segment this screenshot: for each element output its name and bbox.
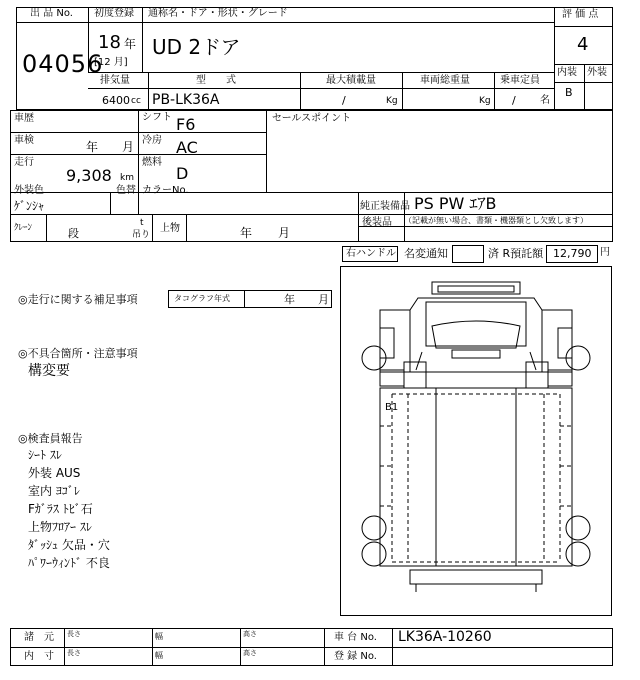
inspection-label: 車検 (14, 135, 34, 146)
report-line: Fｶﾞﾗｽ ﾄﾋﾞ石 (28, 502, 93, 516)
inspection-month-unit: 月 (122, 140, 135, 154)
body-month-unit: 月 (278, 226, 291, 240)
first-reg-label: 初度登録 (94, 8, 134, 19)
max-load-label: 最大積載量 (326, 75, 376, 86)
reg-year: 18 (98, 32, 121, 53)
history-label: 車歴 (14, 113, 34, 124)
aftermarket-note: （記載が無い場合、書類・機器類とし欠致します） (404, 216, 588, 225)
max-load-unit: Kg (386, 96, 398, 106)
reg-month: [12 月] (94, 57, 128, 68)
report-line: ﾊﾟﾜｰｳｨﾝﾄﾞ 不良 (28, 556, 110, 570)
ac-value: AC (176, 138, 198, 157)
interior-length-label: 長さ (67, 649, 81, 657)
capacity-label: 乗車定員 (500, 75, 540, 86)
interior-grade: B (565, 86, 573, 99)
name-change-box (452, 245, 484, 263)
damage-mark-b1: B1 (385, 402, 399, 413)
lot-label: 出 品 No. (30, 8, 73, 19)
score-label: 評 価 点 (562, 9, 599, 20)
ac-label: 冷房 (142, 135, 162, 146)
mileage-label: 走行 (14, 157, 34, 168)
lot-number: 04056 (22, 50, 104, 78)
body-year-unit: 年 (240, 226, 253, 240)
defect-label: ◎不具合箇所・注意事項 (18, 347, 138, 360)
model-label: 通称名・ドア・形状・グレード (148, 8, 288, 19)
displacement-value: 6400 (102, 94, 130, 107)
spec-length-label: 長さ (67, 630, 81, 638)
footer-interior-label: 内 寸 (24, 651, 54, 662)
score-value: 4 (577, 34, 589, 55)
exterior-color-label: 外装色 (14, 185, 44, 196)
truck-diagram (340, 266, 612, 616)
equipment-value: PS PW ｴｱB (414, 194, 497, 213)
spec-width-label: 幅 (155, 632, 163, 641)
mileage-value: 9,308 (66, 166, 112, 185)
defect-text: 構変要 (28, 363, 70, 379)
name-change-label: 名変通知 (404, 247, 448, 260)
displacement-label: 排気量 (100, 75, 130, 86)
fuel-value: D (176, 164, 189, 183)
tacho-label: タコグラフ年式 (174, 294, 230, 303)
steering-value: 右ハンドル (346, 248, 396, 259)
crane-label: ｸﾚｰﾝ (14, 223, 33, 233)
inspector-label: ◎検査員報告 (18, 432, 83, 445)
footer-spec-label: 諸 元 (24, 632, 54, 643)
report-line: 室内 ﾖｺﾞﾚ (28, 484, 80, 498)
report-line: ﾀﾞｯｼｭ 欠品・穴 (28, 538, 110, 552)
driving-notes-label: ◎走行に関する補足事項 (18, 293, 138, 306)
model-code: PB-LK36A (152, 92, 220, 108)
recycle-amount: 12,790 (553, 247, 592, 260)
chassis-number: LK36A-10260 (398, 629, 492, 645)
fuel-label: 燃料 (142, 157, 162, 168)
exterior-label: 外装 (587, 67, 607, 78)
chassis-label: 車 台 No. (334, 632, 377, 643)
registration-label: 登 録 No. (334, 651, 377, 662)
report-line: ｼｰﾄ ｽﾚ (28, 448, 62, 462)
reg-year-unit: 年 (124, 37, 137, 51)
type-label: 型 式 (196, 75, 236, 86)
shift-label: シフト (142, 112, 172, 123)
body-label: 上物 (160, 223, 180, 234)
color-code-label: カラーNo. (142, 185, 189, 196)
interior-height-label: 高さ (243, 649, 257, 657)
spec-height-label: 高さ (243, 630, 257, 638)
exterior-color-value: ｹﾞﾝｼｬ (14, 199, 45, 213)
gross-weight-label: 車両総重量 (420, 75, 470, 86)
yen-unit: 円 (600, 247, 610, 258)
tacho-month-unit: 月 (318, 293, 329, 306)
gross-weight-unit: Kg (479, 96, 491, 106)
crane-lift-label: 吊り (132, 230, 151, 240)
model-name: UD 2ドア (152, 35, 241, 59)
max-load-slash: / (342, 94, 346, 107)
mileage-unit: km (120, 173, 134, 183)
color-change-label: 色替 (116, 185, 136, 196)
capacity-unit: 名 (540, 95, 550, 106)
genuine-label: 純正装備品 (360, 201, 410, 212)
inspection-year-unit: 年 (86, 140, 99, 154)
sales-point-label: セールスポイント (272, 113, 352, 124)
interior-width-label: 幅 (155, 651, 163, 660)
recycle-label: 済 R預託額 (488, 247, 544, 260)
crane-stage-label: 段 (68, 227, 79, 240)
interior-label: 内装 (557, 67, 577, 78)
displacement-unit: cc (131, 96, 141, 106)
crane-ton-label: t (140, 218, 144, 228)
tacho-year-unit: 年 (284, 293, 295, 306)
report-line: 外装 AUS (28, 466, 81, 480)
aftermarket-label: 後装品 (362, 217, 392, 228)
shift-value: F6 (176, 115, 196, 134)
report-line: 上物ﾌﾛｱｰ ｽﾚ (28, 520, 92, 534)
capacity-slash: / (512, 94, 516, 107)
